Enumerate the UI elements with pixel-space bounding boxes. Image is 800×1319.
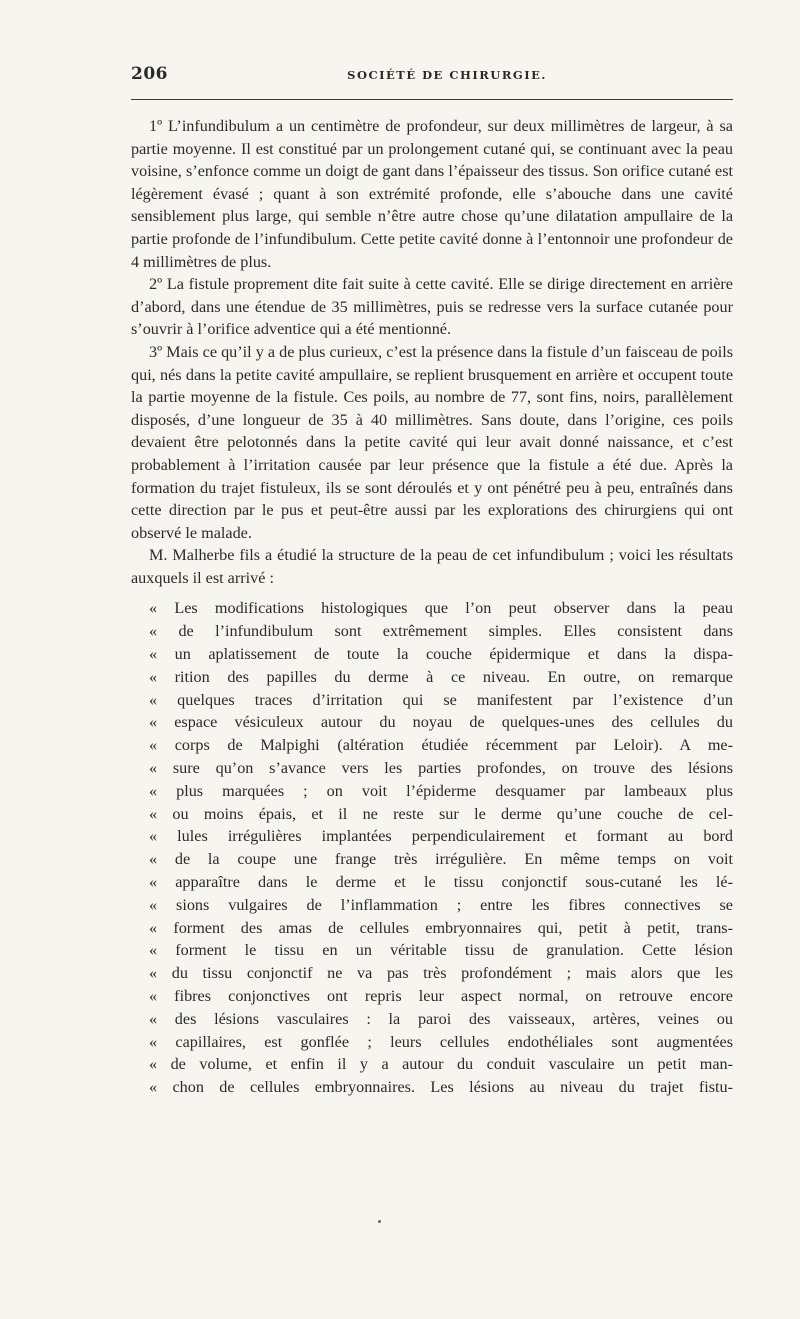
quote-line: « lules irrégulières implantées perpendiculairement et formant au bord [149, 827, 733, 846]
quote-line: « sure qu’on s’avance vers les parties profondes, on trouve des lésions [149, 759, 733, 778]
header-rule [131, 99, 733, 100]
quoted-report [131, 597, 733, 1099]
quote-line: « Les modifications histologiques que l’on peut observer dans la peau [149, 599, 733, 618]
running-title: SOCIÉTÉ DE CHIRURGIE. [347, 68, 547, 82]
quote-line: « espace vésiculeux autour du noyau de quelques-unes des cellules du [149, 713, 733, 732]
paragraph-1: 1º L’infundibulum a un centimètre de profondeur, sur deux millimètres de largeur, à sa partie moyenne. Il est constitué par un prolongement cutané qui, se continuant avec la peau voisine, s’enfonce comme un doigt de gant dans l’épaisseur des tissus. Son orifice cutané est légèrement évasé ; quant à son extrémité profonde, elle s’abouche dans une cavité sensiblement plus large, qui semble n’être autre chose qu’une dilatation ampullaire de la partie profonde de l’infundibulum. Cette petite cavité donne à l’entonnoir une profondeur de 4 millimètres de plus. [131, 117, 733, 271]
quote-line: « ou moins épais, et il ne reste sur le derme qu’une couche de cel- [149, 804, 733, 823]
quote-line: « de la coupe une frange très irrégulière. En même temps on voit [149, 850, 733, 869]
quote-line: « de l’infundibulum sont extrêmement simples. Elles consistent dans [149, 622, 733, 641]
paragraph-3: 3º Mais ce qu’il y a de plus curieux, c’est la présence dans la fistule d’un faisceau de poils qui, nés dans la petite cavité ampullaire, se replient brusquement en arrière et occupent toute la partie moyenne de la fistule. Ces poils, au nombre de 77, sont fins, noirs, parallèlement disposés, d’une longueur de 35 à 40 millimètres. Sans doute, dans l’origine, ces poils devaient être pelotonnés dans la petite cavité qui leur avait donné naissance, et c’est probablement à l’irritation causée par leur présence que la fistule a été due. Après la formation du trajet fistuleux, ils se sont déroulés et y ont pénétré peu à peu, entraînés dans cette direction par le pus et peut-être aussi par les explorations des chirurgiens qui ont observé le malade. [131, 342, 733, 542]
print-speck [378, 1220, 381, 1223]
quote-line: « du tissu conjonctif ne va pas très profondément ; mais alors que les [149, 964, 733, 983]
quote-line: « capillaires, est gonflée ; leurs cellules endothéliales sont augmentées [149, 1032, 733, 1051]
page-number: 206 [131, 64, 168, 84]
quote-line: « fibres conjonctives ont repris leur aspect normal, on retrouve encore [149, 987, 733, 1006]
quote-line: « de volume, et enfin il y a autour du conduit vasculaire un petit man- [149, 1055, 733, 1074]
page-header [131, 64, 733, 88]
quote-line: « plus marquées ; on voit l’épiderme desquamer par lambeaux plus [149, 781, 733, 800]
quote-line: « forment le tissu en un véritable tissu de granulation. Cette lésion [149, 941, 733, 960]
paragraph-4: M. Malherbe fils a étudié la structure de la peau de cet infundibulum ; voici les résultats auxquels il est arrivé : [131, 546, 733, 587]
quote-line: « des lésions vasculaires : la paroi des vaisseaux, artères, veines ou [149, 1009, 733, 1028]
quote-line: « rition des papilles du derme à ce niveau. En outre, on remarque [149, 667, 733, 686]
quote-line: « chon de cellules embryonnaires. Les lésions au niveau du trajet fistu- [149, 1078, 733, 1097]
quote-line: « forment des amas de cellules embryonnaires qui, petit à petit, trans- [149, 918, 733, 937]
quote-line: « sions vulgaires de l’inflammation ; entre les fibres connectives se [149, 895, 733, 914]
paragraph-2: 2º La fistule proprement dite fait suite à cette cavité. Elle se dirige directement en arrière d’abord, dans une étendue de 35 millimètres, puis se redresse vers la surface cutanée pour s’ouvrir à l’orifice adventice qui a été mentionné. [131, 275, 733, 339]
quote-line: « apparaître dans le derme et le tissu conjonctif sous-cutané les lé- [149, 873, 733, 892]
quote-line: « un aplatissement de toute la couche épidermique et dans la dispa- [149, 645, 733, 664]
body-text [131, 115, 733, 1099]
quote-line: « quelques traces d’irritation qui se manifestent par l’existence d’un [149, 690, 733, 709]
quote-line: « corps de Malpighi (altération étudiée récemment par Leloir). A me- [149, 736, 733, 755]
